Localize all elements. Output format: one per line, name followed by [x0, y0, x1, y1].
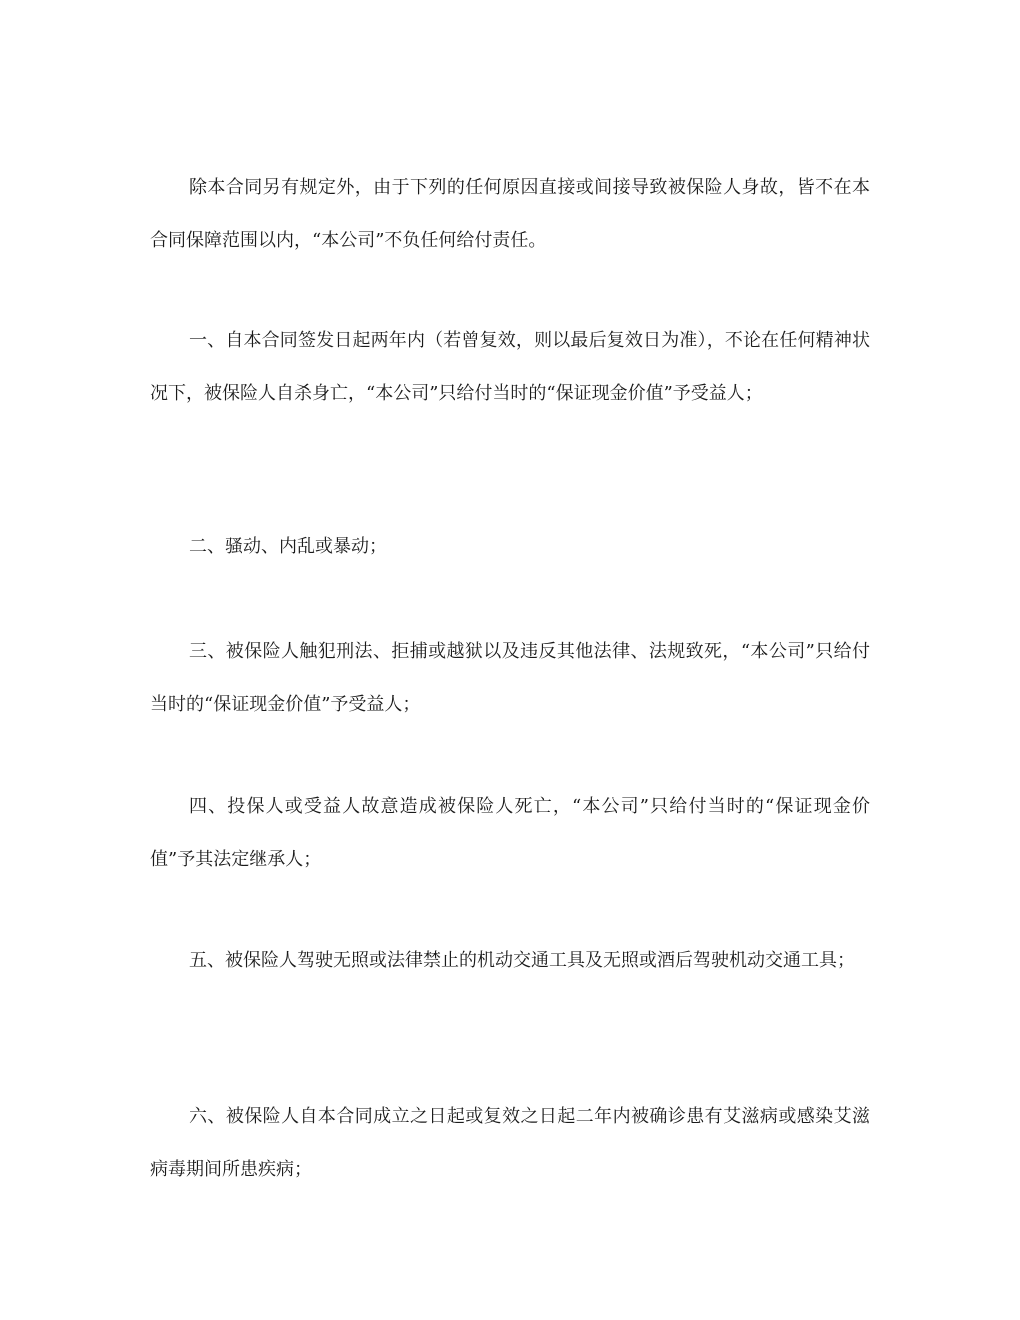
clause-4: 四、投保人或受益人故意造成被保险人死亡，“本公司”只给付当时的“保证现金价值”予其法定继承人；	[150, 796, 870, 870]
clause-6: 六、被保险人自本合同成立之日起或复效之日起二年内被确诊患有艾滋病或感染艾滋病毒期间所患疾病；	[150, 1106, 870, 1180]
clause-1: 一、自本合同签发日起两年内（若曾复效，则以最后复效日为准），不论在任何精神状况下，被保险人自杀身亡，“本公司”只给付当时的“保证现金价值”予受益人；	[150, 330, 870, 404]
clause-5: 五、被保险人驾驶无照或法律禁止的机动交通工具及无照或酒后驾驶机动交通工具；	[189, 950, 855, 971]
paragraph-intro: 除本合同另有规定外，由于下列的任何原因直接或间接导致被保险人身故，皆不在本合同保障范围以内，“本公司”不负任何给付责任。	[150, 177, 870, 251]
clause-3: 三、被保险人触犯刑法、拒捕或越狱以及违反其他法律、法规致死，“本公司”只给付当时的“保证现金价值”予受益人；	[150, 641, 870, 715]
clause-2: 二、骚动、内乱或暴动；	[189, 536, 387, 557]
